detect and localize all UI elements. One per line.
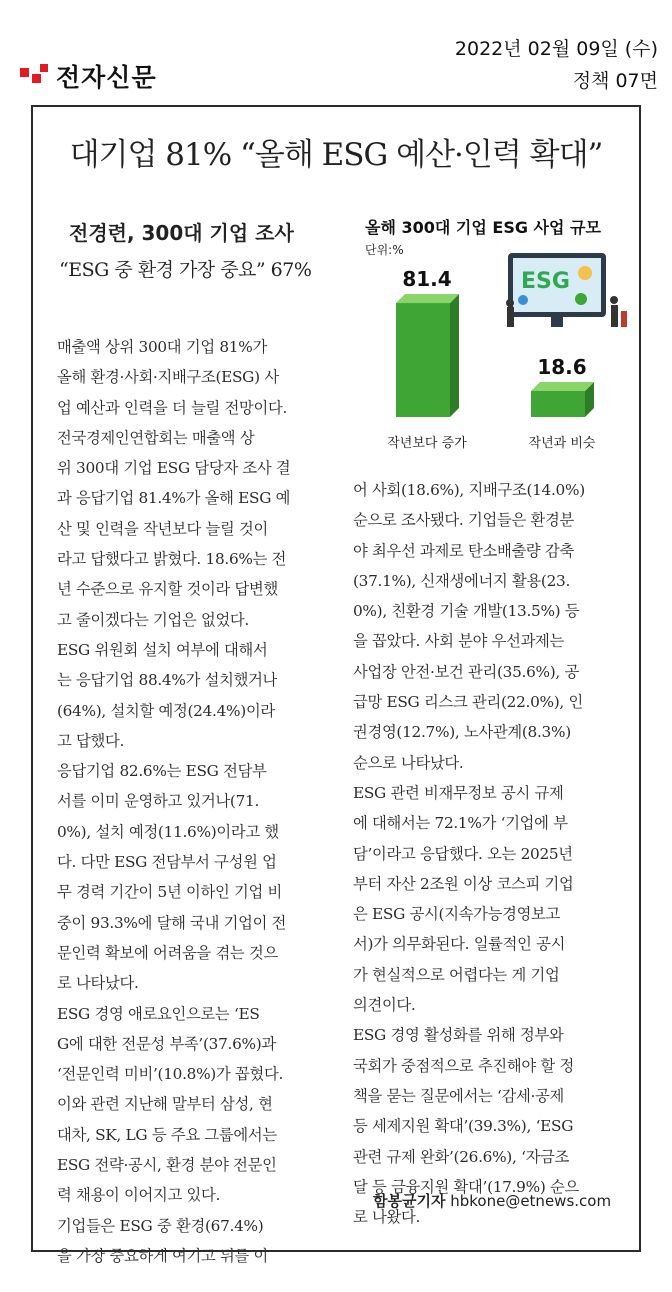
- reporter-name: 함봉균기자: [373, 1192, 446, 1210]
- subheadline-secondary: “ESG 중 환경 가장 중요” 67%: [59, 259, 312, 281]
- category-label: 작년과 비슷: [528, 436, 596, 451]
- person-figure-right: [611, 305, 618, 327]
- right-column-line: 담’이라고 응답했다. 오는 2025년: [353, 844, 573, 863]
- chart-unit: 단위:%: [365, 243, 404, 257]
- right-column-line: 권경영(12.7%), 노사관계(8.3%): [353, 723, 571, 742]
- right-column-line: (37.1%), 신재생에너지 활용(23.: [353, 571, 571, 590]
- illustration-label: ESG: [521, 269, 570, 294]
- globe-icon: [518, 295, 528, 305]
- right-column-line: 야 최우선 과제로 탄소배출량 감축: [353, 541, 574, 560]
- left-column-line: 로 나타났다.: [57, 974, 139, 993]
- left-column-line: 업 예산과 인력을 더 늘릴 전망이다.: [57, 398, 288, 417]
- left-column-line: 응답기업 82.6%는 ESG 전담부: [57, 762, 267, 781]
- article-column-right: [353, 475, 628, 1232]
- headline: 대기업 81% “올해 ESG 예산·인력 확대”: [69, 137, 603, 173]
- brand-name: 전자신문: [56, 63, 157, 92]
- section-page: 정책 07면: [572, 70, 658, 92]
- person-head-left: [506, 299, 514, 307]
- left-column-line: 고 답했다.: [57, 731, 125, 750]
- right-column-line: 을 꼽았다. 사회 분야 우선과제는: [353, 632, 565, 651]
- bar: [396, 303, 450, 417]
- sun-icon: [578, 266, 592, 280]
- person-figure-left: [507, 307, 514, 327]
- category-label: 작년보다 증가: [387, 436, 467, 451]
- left-column-line: 과 응답기업 81.4%가 올해 ESG 예: [57, 489, 291, 508]
- left-column-line: 이와 관련 지난해 말부터 삼성, 현: [57, 1095, 273, 1114]
- right-column-line: 관련 규제 완화’(26.6%), ‘자금조: [353, 1147, 570, 1166]
- left-column-line: G에 대한 전문성 부족’(37.6%)과: [57, 1034, 276, 1053]
- right-column-line: 달 등 금융지원 확대’(17.9%) 순으: [353, 1177, 580, 1196]
- right-column-line: 0%), 친환경 기술 개발(13.5%) 등: [353, 602, 580, 621]
- left-column-line: (64%), 설치할 예정(24.4%)이라: [57, 701, 275, 720]
- esg-bar-chart: [353, 237, 638, 467]
- article-column-left: [57, 332, 339, 1271]
- right-column-line: 등 세제지원 확대’(39.3%), ‘ESG: [353, 1117, 574, 1136]
- right-column-line: 책을 묻는 질문에서는 ‘감세·공제: [353, 1086, 565, 1105]
- person-figure-far-right: [621, 311, 627, 327]
- reporter-email: hbkone@etnews.com: [450, 1192, 612, 1210]
- left-column-line: ESG 위원회 설치 여부에 대해서: [57, 640, 268, 659]
- left-column-line: 무 경력 기간이 5년 이하인 기업 비: [57, 883, 283, 902]
- right-column-line: 의견이다.: [353, 996, 416, 1015]
- logo-mark-icon: [20, 62, 50, 88]
- right-column-line: 에 대해서는 72.1%가 ‘기업에 부: [353, 814, 568, 833]
- person-head-right: [610, 296, 618, 304]
- monitor-stand: [551, 317, 563, 327]
- bar-top: [396, 294, 459, 303]
- bar-top: [531, 382, 594, 391]
- left-column-line: ESG 전략·공시, 환경 분야 전문인: [57, 1156, 277, 1175]
- leaf-icon: [575, 293, 587, 305]
- left-column-line: 라고 답했다고 밝혔다. 18.6%는 전: [57, 550, 287, 569]
- left-column-line: 다. 다만 ESG 전담부서 구성원 업: [57, 853, 277, 872]
- left-column-line: 기업들은 ESG 중 환경(67.4%): [57, 1216, 264, 1235]
- left-column-line: 는 응답기업 88.4%가 설치했거나: [57, 671, 278, 690]
- right-column-line: 로 나왔다.: [353, 1208, 421, 1227]
- left-column-line: 전국경제인연합회는 매출액 상: [57, 428, 255, 447]
- esg-illustration: [506, 253, 627, 327]
- bar: [531, 391, 585, 417]
- right-column-line: 급망 ESG 리스크 관리(22.0%), 인: [353, 693, 584, 712]
- right-column-line: ESG 경영 활성화를 위해 정부와: [353, 1026, 564, 1045]
- right-column-line: 은 ESG 공시(지속가능경영보고: [353, 905, 561, 924]
- bar-value-label: 18.6: [537, 354, 587, 379]
- left-column-line: 력 채용이 이어지고 있다.: [57, 1186, 221, 1205]
- byline: [373, 1190, 611, 1211]
- left-column-line: 을 가장 중요하게 여기고 뒤를 이: [57, 1246, 269, 1265]
- chart-title: 올해 300대 기업 ESG 사업 규모: [365, 218, 601, 237]
- right-column-line: 순으로 나타났다.: [353, 753, 464, 772]
- left-column-line: 년 수준으로 유지할 것이라 답변했: [57, 580, 278, 599]
- left-column-line: 중이 93.3%에 달해 국내 기업이 전: [57, 913, 287, 932]
- left-column-line: 서를 이미 운영하고 있거나(71.: [57, 792, 260, 811]
- subheadline-primary: 전경련, 300대 기업 조사: [69, 221, 294, 245]
- right-column-line: 국회가 중점적으로 추진해야 할 정: [353, 1056, 574, 1075]
- left-column-line: 위 300대 기업 ESG 담당자 조사 결: [57, 459, 291, 478]
- bar-side: [450, 294, 459, 417]
- right-column-line: 사업장 안전·보건 관리(35.6%), 공: [353, 662, 580, 681]
- left-column-line: 고 줄이겠다는 기업은 없었다.: [57, 610, 249, 629]
- left-column-line: ‘전문인력 미비’(10.8%)가 꼽혔다.: [57, 1065, 284, 1084]
- bar-value-label: 81.4: [402, 267, 452, 292]
- right-column-line: 순으로 조사됐다. 기업들은 환경분: [353, 511, 574, 530]
- right-column-line: 서)가 의무화된다. 일률적인 공시: [353, 935, 566, 954]
- right-column-line: 가 현실적으로 어렵다는 게 기업: [353, 965, 560, 984]
- left-column-line: 문인력 확보에 어려움을 겪는 것으: [57, 943, 278, 962]
- left-column-line: 매출액 상위 300대 기업 81%가: [57, 338, 267, 356]
- left-column-line: 대차, SK, LG 등 주요 그룹에서는: [57, 1125, 277, 1144]
- article-frame: [31, 105, 641, 1265]
- publication-date: 2022년 02월 09일 (수): [454, 38, 658, 60]
- left-column-line: 산 및 인력을 작년보다 늘릴 것이: [57, 519, 269, 538]
- left-column-line: 0%), 설치 예정(11.6%)이라고 했: [57, 822, 279, 841]
- newspaper-logo: [20, 58, 180, 92]
- left-column-line: ESG 경영 애로요인으로는 ‘ES: [57, 1004, 260, 1023]
- right-column-line: 어 사회(18.6%), 지배구조(14.0%): [353, 481, 585, 499]
- left-column-line: 올해 환경·사회·지배구조(ESG) 사: [57, 368, 279, 387]
- right-column-line: ESG 관련 비재무정보 공시 규제: [353, 783, 564, 802]
- right-column-line: 부터 자산 2조원 이상 코스피 기업: [353, 874, 574, 893]
